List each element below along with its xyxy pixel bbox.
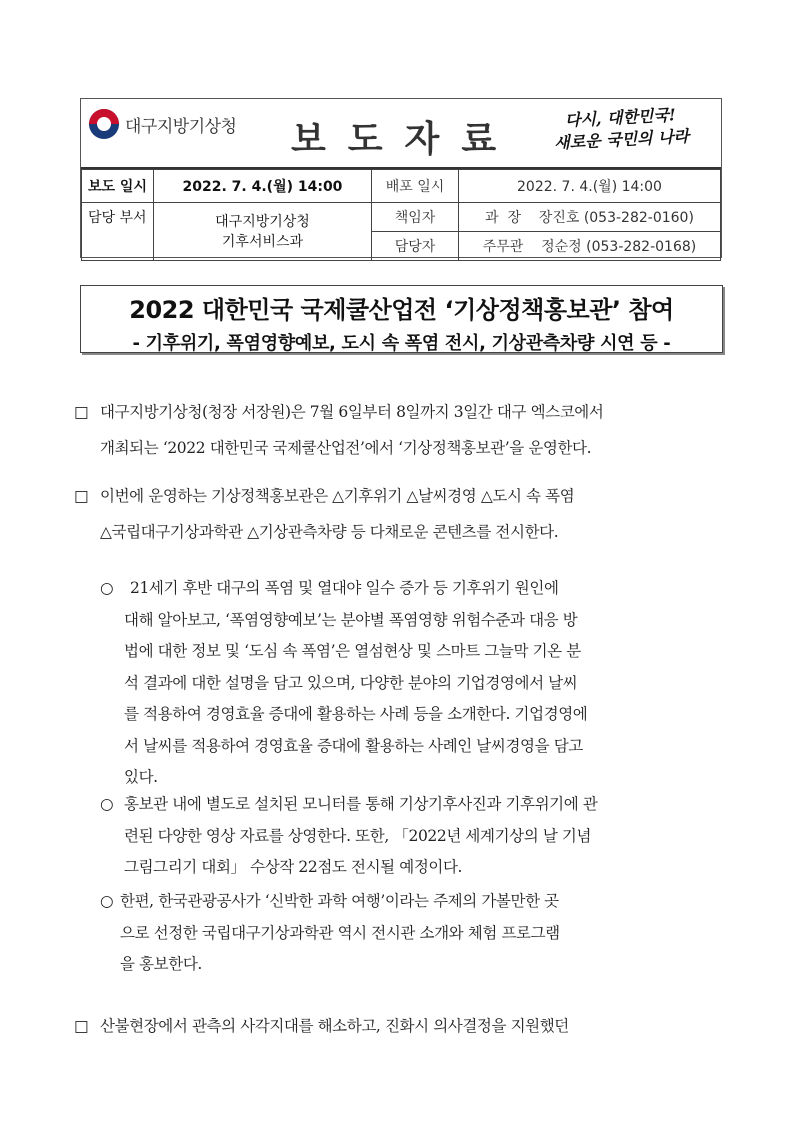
square-bullet-icon: □ xyxy=(74,487,89,505)
slogan-line-1: 다시, 대한민국! xyxy=(564,105,677,130)
table-row xyxy=(82,203,721,232)
release-info-table xyxy=(81,169,721,261)
sub-item-text: 법에 대한 정보 및 ‘도심 속 폭염’은 열섬현상 및 스마트 그늘막 기온 분 xyxy=(124,642,581,660)
sub-item-2 xyxy=(100,789,597,884)
headline: 2022 대한민국 국제쿨산업전 ‘기상정책홍보관’ 참여 xyxy=(129,296,674,324)
government-slogan xyxy=(540,103,702,155)
paragraph-text: △국립대구기상과학관 △기상관측차량 등 다채로운 콘텐츠를 전시한다. xyxy=(100,523,559,541)
sub-item-text: 을 홍보한다. xyxy=(120,955,202,973)
agency-name: 대구지방기상청 xyxy=(125,116,237,137)
sub-item-text: 있다. xyxy=(124,768,158,786)
table-row xyxy=(82,170,721,203)
paragraph-text: 개최되는 ‘2022 대한민국 국제쿨산업전’에서 ‘기상정책홍보관’을 운영한다. xyxy=(100,439,592,457)
slogan-line-2: 새로운 국민의 나라 xyxy=(553,126,690,153)
sub-item-text: 21세기 후반 대구의 폭염 및 열대야 일수 증가 등 기후위기 원인에 xyxy=(130,579,559,597)
paragraph-text: 산불현장에서 관측의 사각지대를 해소하고, 진화시 의사결정을 지원했던 xyxy=(100,1017,569,1035)
header-title-row xyxy=(81,99,721,169)
paragraph-1 xyxy=(74,394,603,466)
sub-item-text: 대해 알아보고, ‘폭염영향예보’는 분야별 폭염영향 위험수준과 대응 방 xyxy=(124,610,578,629)
sub-item-text: 으로 선정한 국립대구기상과학관 역시 전시관 소개와 체험 프로그램 xyxy=(120,923,560,942)
release-date-value: 2022. 7. 4.(월) 14:00 xyxy=(153,170,371,203)
circle-bullet-icon: ○ xyxy=(100,892,114,910)
square-bullet-icon: □ xyxy=(74,403,89,421)
department-line-2: 기후서비스과 xyxy=(221,233,304,250)
distribution-date-value: 2022. 7. 4.(월) 14:00 xyxy=(458,170,720,203)
department-line-1: 대구지방기상청 xyxy=(215,213,310,230)
sub-item-text: 석 결과에 대한 설명을 담고 있으며, 다양한 분야의 기업경영에서 날씨 xyxy=(124,673,578,692)
taegeuk-logo-icon xyxy=(89,109,119,139)
paragraph-text: 대구지방기상청(청장 서장원)은 7월 6일부터 8일까지 3일간 대구 엑스코에서 xyxy=(100,403,604,421)
contact-value: 주무관 정순정 (053-282-0168) xyxy=(458,232,720,261)
square-bullet-icon: □ xyxy=(74,1017,89,1035)
contact-label: 담당자 xyxy=(371,232,458,261)
circle-bullet-icon: ○ xyxy=(100,579,114,597)
sub-item-text: 련된 다양한 영상 자료를 상영한다. 또한, 「2022년 세계기상의 날 기념 xyxy=(124,826,592,845)
paragraph-text: 이번에 운영하는 기상정책홍보관은 △기후위기 △날씨경영 △도시 속 폭염 xyxy=(100,487,575,505)
doc-type-title: 보도자료 xyxy=(291,119,519,160)
sub-item-text: 서 날씨를 적용하여 경영효율 증대에 활용하는 사례인 날씨경영을 담고 xyxy=(124,736,583,755)
paragraph-2 xyxy=(74,478,574,550)
sub-item-text: 그림그리기 대회」 수상작 22점도 전시될 예정이다. xyxy=(124,858,463,876)
sub-item-3 xyxy=(100,886,560,981)
release-date-label: 보도 일시 xyxy=(82,170,154,203)
department-label: 담당 부서 xyxy=(82,203,154,261)
headline-box xyxy=(80,285,723,353)
sub-item-text: 를 적용하여 경영효율 증대에 활용하는 사례 등을 소개한다. 기업경영에 xyxy=(124,705,588,723)
manager-value: 과 장 장진호 (053-282-0160) xyxy=(458,203,720,232)
manager-label: 책임자 xyxy=(371,203,458,232)
sub-item-text: 홍보관 내에 별도로 설치된 모니터를 통해 기상기후사진과 기후위기에 관 xyxy=(124,795,598,813)
agency-logo xyxy=(89,109,236,139)
distribution-date-label: 배포 일시 xyxy=(371,170,458,203)
circle-bullet-icon: ○ xyxy=(100,795,114,813)
sub-item-text: 한편, 한국관광공사가 ‘신박한 과학 여행’이라는 주제의 가볼만한 곳 xyxy=(120,892,559,910)
press-release-header xyxy=(80,98,722,258)
subheadline: - 기후위기, 폭염영향예보, 도시 속 폭염 전시, 기상관측차량 시연 등 - xyxy=(132,333,671,354)
paragraph-3 xyxy=(74,1008,569,1044)
department-value xyxy=(153,203,371,261)
sub-item-1 xyxy=(100,573,587,794)
